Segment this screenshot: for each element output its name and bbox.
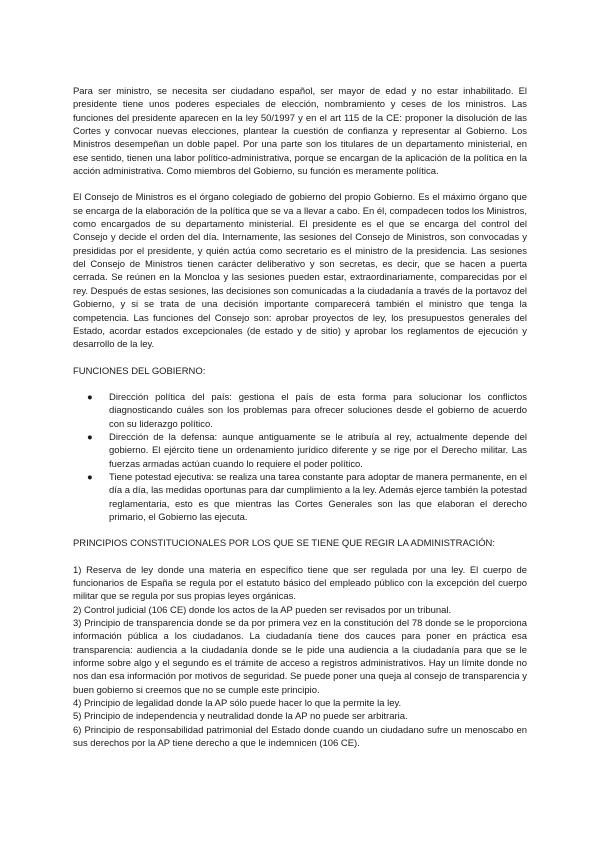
list-item-text: Tiene potestad ejecutiva: se realiza una tarea constante para adoptar de manera permanente, en el día a día, las medidas oportunas para dar cumplimiento a la ley. Además ejerce también la potestad reglamentaria, esto es que mientras las Cortes Generales son las que elaboran el derecho primario, el Gobierno las ejecuta. — [109, 471, 527, 523]
funciones-heading: FUNCIONES DEL GOBIERNO: — [73, 365, 206, 377]
list-item-text: Dirección política del país: gestiona el país de esta forma para solucionar los conflictos diagnosticando cuáles son los problemas para ofrecer soluciones desde el gobierno de acuerdo con su liderazgo político. — [109, 391, 527, 430]
paragraph-ministros: Para ser ministro, se necesita ser ciudadano español, ser mayor de edad y no estar inhabilitado. El presidente tiene unos poderes especiales de elección, nombramiento y ceses de los ministros. Las funciones del presidente aparecen en la ley 50/1997 y en el art 115 de la CE: proponer la disolución de las Cortes y convocar nuevas elecciones, plantear la cuestión de confianza y representar al Gobierno. Los Ministros desempeñan un doble papel. Por una parte son los titulares de un departamento ministerial, en ese sentido, tienen una labor político-administrativa, porque se encargan de la aplicación de la política en la acción administrativa. Como miembros del Gobierno, su función es meramente política. — [73, 86, 527, 178]
principio-transparencia: 3) Principio de transparencia donde se da por primera vez en la constitución del 78 donde se le proporciona información pública a los ciudadanos. La ciudadanía tiene dos cauces para poner en práctica esa transparencia: audiencia a la ciudadanía donde se le pide una audiencia a la ciudadanía para que se le informe sobre algo y el segundo es el trámite de acceso a registros administrativos. Hay un límite donde no nos dan esa información por motivos de seguridad. Se puede poner una queja al consejo de transparencia y buen gobierno si creemos que no se cumple este principio. — [73, 618, 527, 696]
list-item-text: Dirección de la defensa: aunque antiguamente se le atribuía al rey, actualmente depende del gobierno. El ejército tiene un ordenamiento jurídico diferente y se rige por el Derecho militar. Las fuerzas armadas actúan cuando lo requiere el poder político. — [109, 431, 527, 470]
list-item — [73, 391, 527, 431]
principios-heading: PRINCIPIOS CONSTITUCIONALES POR LOS QUE SE TIENE QUE REGIR LA ADMINISTRACIÓN: — [73, 538, 495, 550]
principio-independencia: 5) Principio de independencia y neutralidad donde la AP no puede ser arbitraria. — [73, 711, 408, 723]
paragraph-consejo: El Consejo de Ministros es el órgano colegiado de gobierno del propio Gobierno. Es el máximo órgano que se encarga de la elaboración de la política que se va a llevar a cabo. En él, compadecen todos los Ministros, como encargados de su departamento ministerial. El presidente es el que se encarga del control del Consejo y decide el orden del día. Internamente, las sesiones del Consejo de Ministros, son convocadas y presididas por el presidente, y quién actúa como secretario es el ministro de la presidencia. Las sesiones del Consejo de Ministros tienen carácter deliberativo y son secretas, es decir, que se hacen a puerta cerrada. Se reúnen en la Moncloa y las sesiones pueden estar, extraordinariamente, comparecidas por el rey. Después de estas sesiones, las decisiones son comunicadas a la ciudadanía a través de la portavoz del Gobierno, y si se trata de una decisión importante comparecerá también el ministro que tenga la competencia. Las funciones del Consejo son: aprobar proyectos de ley, los presupuestos generales del Estado, acordar estados excepcionales (de estado y de sitio) y aprobar los reglamentos de ejecución y desarrollo de la ley. — [73, 192, 527, 351]
paragraph-gap — [73, 178, 527, 191]
principio-responsabilidad: 6) Principio de responsabilidad patrimonial del Estado donde cuando un ciudadano sufre un menoscabo en sus derechos por la AP tiene derecho a que le indemnicen (106 CE). — [73, 724, 527, 750]
bullet-icon: ● — [87, 471, 93, 483]
paragraph-gap — [73, 352, 527, 365]
principio-legalidad: 4) Principio de legalidad donde la AP sólo puede hacer lo que la permite la ley. — [73, 698, 402, 710]
bullet-icon: ● — [87, 391, 93, 403]
principio-reserva-de-ley: 1) Reserva de ley donde una materia en específico tiene que ser regulada por una ley. El cuerpo de funcionarios de España se regula por el estatuto básico del empleado público con la excepción del cuerpo militar que se regula por sus propias leyes orgánicas. — [73, 564, 527, 603]
document-page — [73, 85, 527, 750]
paragraph-gap — [73, 378, 527, 391]
list-item — [73, 431, 527, 471]
funciones-list — [73, 391, 527, 524]
list-item — [73, 471, 527, 524]
principio-control-judicial: 2) Control judicial (106 CE) donde los actos de la AP pueden ser revisados por un tribunal. — [73, 604, 452, 616]
paragraph-gap — [73, 524, 527, 537]
paragraph-gap — [73, 551, 527, 564]
bullet-icon: ● — [87, 431, 93, 443]
